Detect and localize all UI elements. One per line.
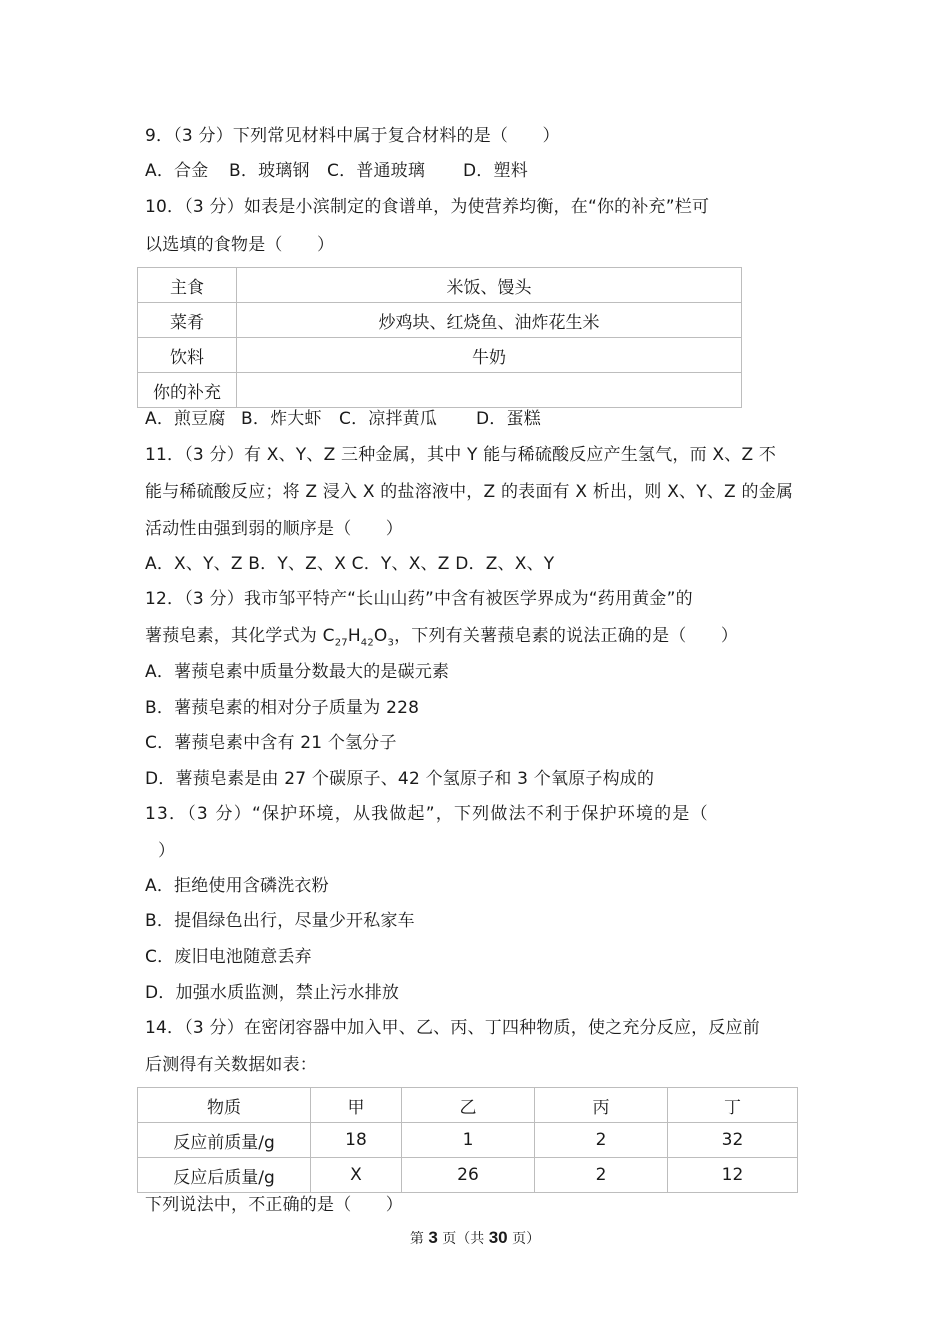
footer-total-pages: 30 [488,1228,508,1247]
table-cell: 32 [668,1123,798,1158]
table-cell: 2 [535,1158,668,1193]
table-cell: 反应前质量/g [138,1123,311,1158]
q14-after-table: 下列说法中，不正确的是（ ） [145,1195,403,1215]
footer-middle: 页（共 [437,1231,489,1247]
table-row [138,303,742,338]
q10-option-a: A．煎豆腐 [145,409,226,429]
q12-option-b: B．薯蓣皂素的相对分子质量为 228 [145,698,420,718]
table-row [138,338,742,373]
q13-line1: 13．（3 分）“保护环境，从我做起”，下列做法不利于保护环境的是（ [145,804,709,824]
q12-line2-post: ，下列有关薯蓣皂素的说法正确的是（ ） [394,626,739,646]
q11-line3: 活动性由强到弱的顺序是（ ） [145,519,403,539]
menu-value: 炒鸡块、红烧鱼、油炸花生米 [237,303,742,338]
table-header-cell: 丙 [535,1088,668,1123]
q13-option-d: D．加强水质监测，禁止污水排放 [145,983,400,1003]
q14-line1: 14．（3 分）在密闭容器中加入甲、乙、丙、丁四种物质，使之充分反应，反应前 [145,1018,760,1038]
menu-value [237,373,742,408]
q14-line2: 后测得有关数据如表： [145,1055,317,1075]
q12-option-a: A．薯蓣皂素中质量分数最大的是碳元素 [145,662,450,682]
q13-line2: ） [158,841,176,861]
menu-label: 你的补充 [138,373,237,408]
q12-line2 [145,624,738,655]
footer-suffix: 页） [507,1231,541,1247]
table-cell: 12 [668,1158,798,1193]
q12-line2-pre: 薯蓣皂素，其化学式为 C [145,626,335,646]
formula-sub-hydrogen: 42 [360,637,374,649]
table-header-cell: 丁 [668,1088,798,1123]
q13-option-b: B．提倡绿色出行，尽量少开私家车 [145,911,415,931]
formula-hydrogen: H [347,626,361,646]
q10-option-c: C．凉拌黄瓜 [339,409,438,429]
q9-option-d: D．塑料 [463,161,528,181]
footer-page-number: 3 [428,1228,438,1247]
table-row [138,1123,798,1158]
q13-option-c: C．废旧电池随意丢弃 [145,947,312,967]
menu-table [137,267,742,408]
table-cell: 26 [402,1158,535,1193]
q11-line2: 能与稀硫酸反应；将 Z 浸入 X 的盐溶液中，Z 的表面有 X 析出，则 X、Y、Z 的金属 [145,482,794,502]
q12-option-c: C．薯蓣皂素中含有 21 个氢分子 [145,733,397,753]
formula-sub-oxygen: 3 [387,637,395,649]
footer-prefix: 第 [409,1231,429,1247]
page-footer [0,1228,950,1249]
q10-option-b: B．炸大虾 [241,409,322,429]
formula-oxygen: O [373,626,388,646]
q12-option-d: D．薯蓣皂素是由 27 个碳原子、42 个氢原子和 3 个氧原子构成的 [145,769,655,789]
table-cell: 18 [311,1123,402,1158]
table-header-cell: 物质 [138,1088,311,1123]
menu-value: 米饭、馒头 [237,268,742,303]
menu-label: 饮料 [138,338,237,373]
q9-option-a: A．合金 [145,161,209,181]
q10-options [145,407,541,431]
table-header-row [138,1088,798,1123]
q10-option-d: D．蛋糕 [476,409,541,429]
q9-option-b: B．玻璃钢 [229,161,310,181]
table-header-cell: 乙 [402,1088,535,1123]
table-cell: 2 [535,1123,668,1158]
table-cell: 1 [402,1123,535,1158]
q9-options [145,159,528,183]
table-cell: 反应后质量/g [138,1158,311,1193]
table-header-cell: 甲 [311,1088,402,1123]
formula-sub-carbon: 27 [334,637,348,649]
q12-line1: 12．（3 分）我市邹平特产“长山山药”中含有被医学界成为“药用黄金”的 [145,589,693,609]
q10-stem-line2: 以选填的食物是（ ） [145,235,335,255]
q13-option-a: A．拒绝使用含磷洗衣粉 [145,876,329,896]
q10-stem-line1: 10．（3 分）如表是小滨制定的食谱单，为使营养均衡，在“你的补充”栏可 [145,197,710,217]
menu-label: 主食 [138,268,237,303]
menu-label: 菜肴 [138,303,237,338]
q11-options: A．X、Y、Z B．Y、Z、X C．Y、X、Z D．Z、X、Y [145,554,555,574]
q9-stem: 9．（3 分）下列常见材料中属于复合材料的是（ ） [145,126,560,146]
q11-line1: 11．（3 分）有 X、Y、Z 三种金属，其中 Y 能与稀硫酸反应产生氢气，而 X、Z 不 [145,445,777,465]
table-cell: X [311,1158,402,1193]
table-row [138,1158,798,1193]
reaction-table [137,1087,798,1193]
menu-value: 牛奶 [237,338,742,373]
table-row [138,373,742,408]
q9-option-c: C．普通玻璃 [327,161,426,181]
table-row [138,268,742,303]
